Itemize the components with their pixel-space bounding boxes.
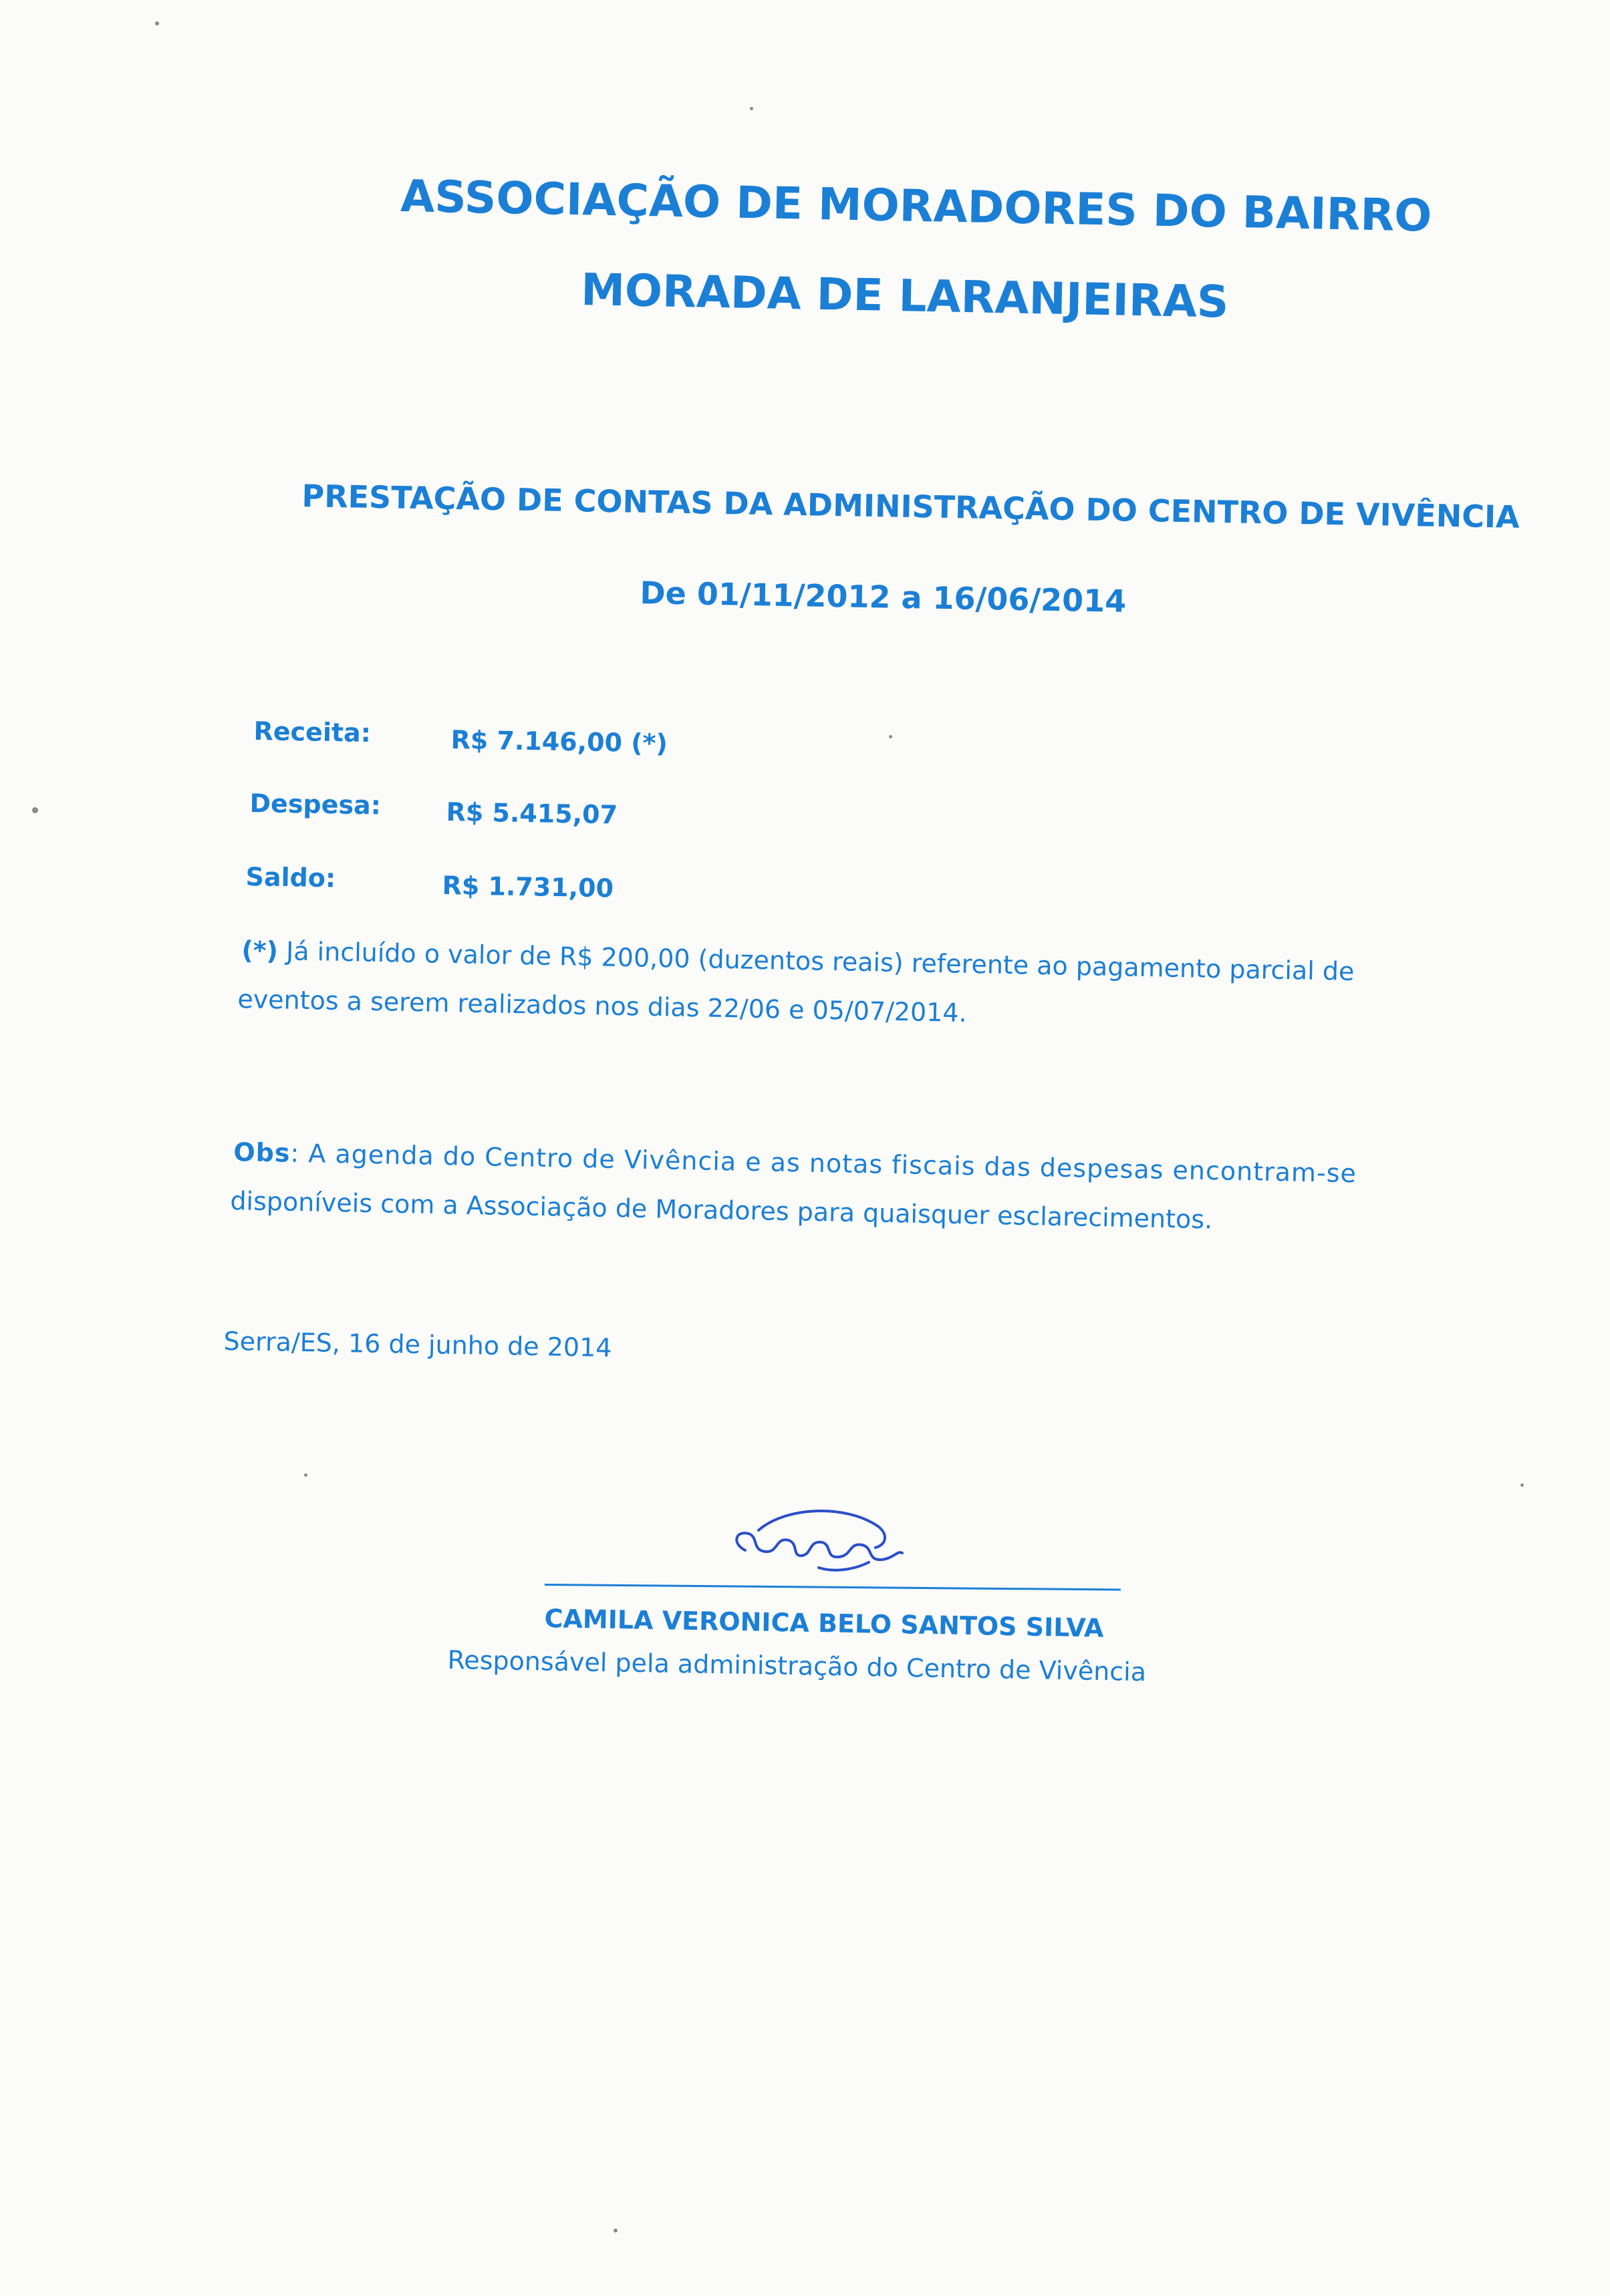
observation-line-2: disponíveis com a Associação de Moradores para quaisquer esclarecimentos. (230, 1185, 1213, 1235)
association-name-line-2: MORADA DE LARANJEIRAS (580, 264, 1230, 328)
receita-label: Receita: (253, 716, 372, 748)
footnote-line-2: eventos a serem realizados nos dias 22/06 e 05/07/2014. (237, 984, 968, 1028)
footnote-text-1: Já incluído o valor de R$ 200,00 (duzentos reais) referente ao pagamento parcial de (277, 936, 1355, 986)
observation-text-1: : A agenda do Centro de Vivência e as notas fiscais das despesas encontram-se (290, 1138, 1357, 1189)
scan-speck (750, 107, 753, 110)
scan-speck (304, 1473, 307, 1477)
scan-speck (32, 807, 38, 813)
receita-value: R$ 7.146,00 (*) (450, 725, 668, 758)
signer-role: Responsável pela administração do Centro de Vivência (447, 1645, 1147, 1687)
report-period: De 01/11/2012 a 16/06/2014 (640, 575, 1127, 619)
handwritten-signature (718, 1503, 919, 1590)
scan-speck (889, 735, 892, 738)
footnote-line-1 (241, 931, 1355, 991)
scan-speck (155, 21, 159, 25)
association-name-line-1: ASSOCIAÇÃO DE MORADORES DO BAIRRO (400, 170, 1433, 242)
signer-name: CAMILA VERONICA BELO SANTOS SILVA (544, 1604, 1104, 1643)
observation-line-1 (233, 1133, 1357, 1193)
despesa-label: Despesa: (249, 788, 382, 821)
despesa-value: R$ 5.415,07 (446, 797, 618, 830)
footnote-marker: (*) (241, 935, 279, 966)
scan-speck (614, 2229, 618, 2233)
saldo-value: R$ 1.731,00 (442, 871, 614, 903)
observation-label: Obs (233, 1137, 291, 1168)
place-and-date: Serra/ES, 16 de junho de 2014 (223, 1326, 612, 1363)
saldo-label: Saldo: (245, 862, 336, 893)
report-title: PRESTAÇÃO DE CONTAS DA ADMINISTRAÇÃO DO CENTRO DE VIVÊNCIA (301, 478, 1520, 535)
scan-speck (1520, 1483, 1524, 1487)
